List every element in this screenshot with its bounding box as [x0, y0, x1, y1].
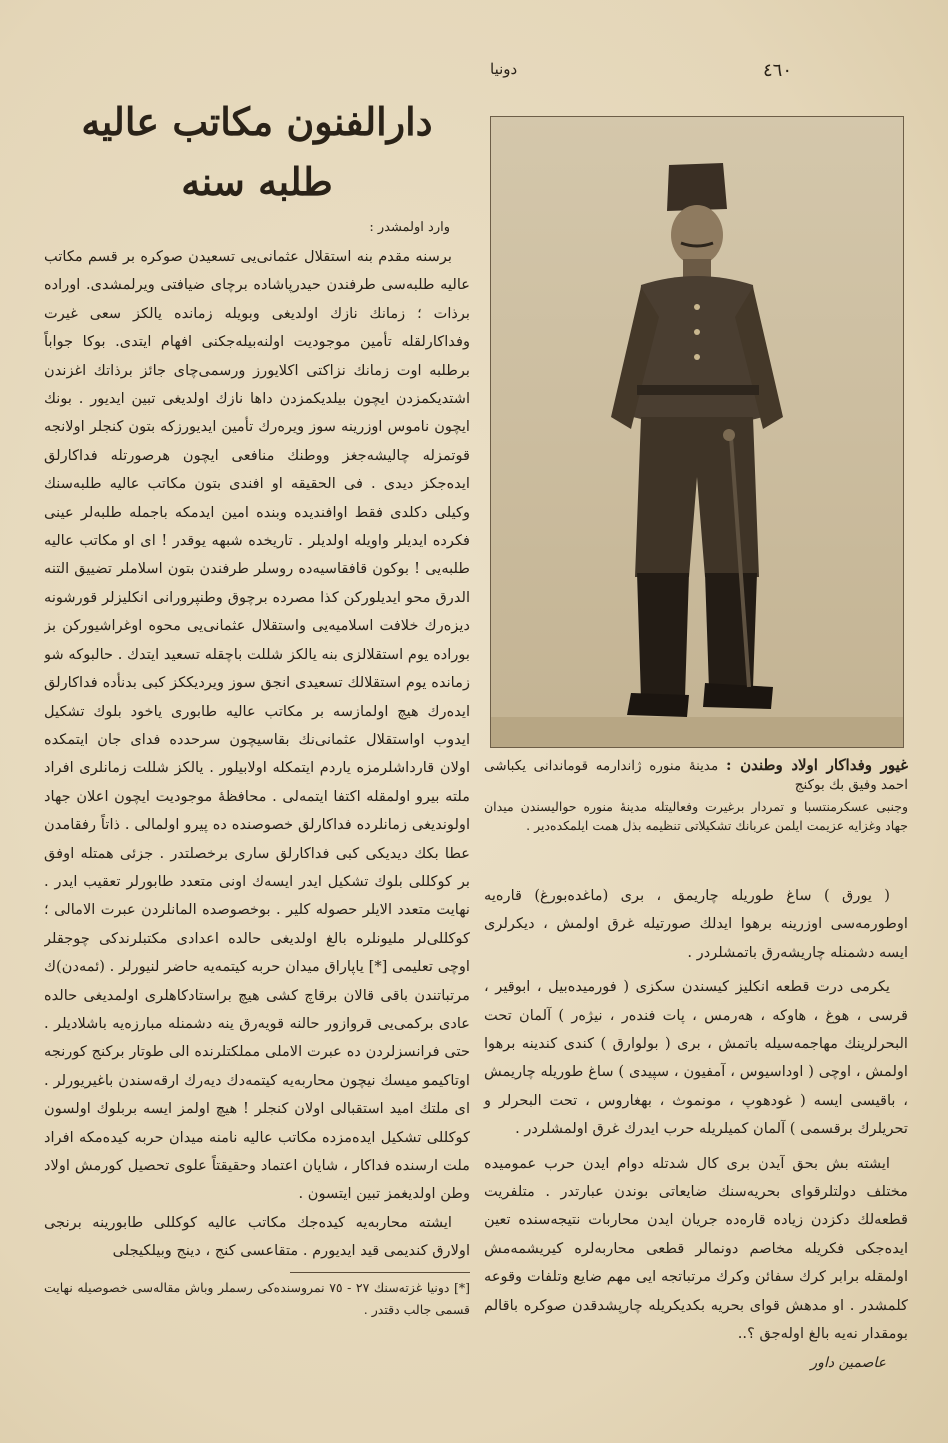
article-title: دارالفنون مکاتب عالیه طلبه سنه — [81, 99, 433, 204]
right-column — [484, 92, 908, 1371]
author-signature: عاصمین داور — [810, 1354, 886, 1371]
magazine-name: دونیا — [490, 60, 518, 78]
right-column-body — [484, 882, 908, 1371]
photo-caption — [484, 756, 908, 835]
running-header — [60, 60, 888, 84]
caption-text: وجنبی عسکرمنتسبا و تمردار برغیرت وفعالیتله مدینهٔ منوره حوالیسندن میدان جهاد وغزایه عزیمت ایلمن عربانك تشکیلاتی تنظیمه بذل همت ایلمکده‌دیر . — [484, 799, 908, 833]
article-column — [44, 92, 470, 1322]
page-number: ٤٦٠ — [762, 60, 792, 81]
article-body — [44, 243, 470, 1266]
footnote: [*] دونیا غزته‌سنك ٢٧ - ٧٥ نمروسنده‌کی رسملر وباش مقاله‌سی خصوصیله نهایت قسمی جالب دقتدر . — [44, 1279, 470, 1317]
right-paragraph: یکرمی درت قطعه انکلیز کیسندن سکزی ( فورمیده‌بیل ، ابوقیر ، قرسی ، هوغ ، هاوکه ، هه‌رمس ، پات فنده‌ر ، نیژه‌ر ) آلمان تحت البحرلرینك مهاجمه‌سیله باتمش ، بری ( بولوارق ) کندی کندینه برهوا اولمش ، اوچی ( اوداسیوس ، آمفیون ، سپیدی ) ساغ طوریله چاریمش ، باقیسی ایسه ( غودهوپ ، مونموث ، بهغاروس ، تحت البحرلر و تحریلرك برقسمی ) آلمان کمیلریله حرب ایدرك غرق اولمشلردر . — [484, 978, 908, 1138]
officer-photograph — [490, 116, 904, 748]
caption-heading-detail: مدینهٔ منوره ژاندارمه‌ قوماندانی یکباشی احمد وفیق بك بوکنج — [484, 758, 908, 793]
right-paragraph: ایشته بش بحق آیدن بری کال شدتله دوام ایدن حرب عمومیده مختلف دولتلرقوای بحریه‌سنك ضایعاتی بوندن عبارتدر . متلفریت قطعه‌لك دکزدن زیاده قاره‌ده جریان ایدن محاربات نتیجه‌سنده تعین ایده‌جکی فکریله مخاصم دونمالر قطعی محاربه‌لره کیریشمه‌مش اولمقله برابر کرك سفائن وکرك مرتباتجه ایی مهم ضایع وتلفات وقوعه کلمشدر . او مدهش قوای بحریه بکدیکریله چارپشدقدن صوکره باقالم بومقدار نه‌یه بالغ اوله‌جق ؟.. — [484, 1154, 908, 1343]
right-paragraph: ( یورق ) ساغ طوریله چاریمق ، بری (ماغده‌بورغ) قاره‌یه اوطورمه‌سی اوزرینه برهوا ایدلك صورتیله غرق اولمش ، دیکرلری ایسه دشمنله چاریشه‌رق باتمشلردر . — [484, 887, 908, 961]
officer-portrait-illustration — [491, 117, 903, 747]
article-subtitle: وارد اولمشدر : — [369, 220, 450, 235]
article-paragraph: ایشته محاربه‌یه کیده‌جك مکاتب عالیه کوکللی طابورینه برنجی اولارق کندیمی قید ایدیورم . متقاعسی کنج ، دینج وبیلکیجلی — [44, 1213, 470, 1260]
caption-heading: غیور وفداکار اولاد وطندن : — [725, 756, 908, 774]
footnote-divider — [290, 1272, 470, 1273]
caption-heading-line — [484, 756, 908, 795]
article-paragraph: برسنه مقدم بنه استقلال عثمانی‌یی تسعیدن صوکره بر قسم مکاتب عالیه طلبه‌سی طرفندن حیدرپاشاده برچای ضیافتی ویرلمشدی. اوراده برذات ؛ زمانك نازك اولدیغی وبویله زمانده یالکز سعی غیرت وفداکارلقله تأمین موجودیت اولنه‌بیله‌جکنی افهام ایتدی. بوکا جواباً برطلبه اوت زمانك نزاکتی اکلایورز ورسمی‌چای‌ جائز برذاتك اغزندن اشتدیکمزدن ایچون بیلدیکمزدن داها نازك اولدیغی تبین ایدیور . بونك ایچون ناموس اوزرینه سوز ویره‌رك تأمین ایدیورزکه بتون کنجلر اولانجه قوتمزله چالیشه‌جغز ووطنك منافعی ایچون هرصورتله فداکارلق ایده‌جکز دیدی . فی الحقیقه او افندی بتون مکاتب عالیه طلبه‌سنك وکیلی دکلدی فقط اوافندیده وبنده امین ایدمکه باجمله طلبه‌لر عینی فکرده ایدیلر واویله اولدیلر . تاریخده شبهه یوقدر ! ای او مکاتب عالیه طلبه‌یی ! بوکون قافقاسیه‌ده روسلر طرفندن بتون اسلاملر تضییق التنه الدرق محو ایدیلورکن کذا مصرده برچوق وطنپرورانی انکلیزلر قورشونه دیزه‌رك خلافت اسلامیه‌یی واستقلال عثمانی‌یی محوه اوغراشیورکن بز بوراده یوم استقلالزی بنه یالکز شللت باچقله تسعید ایتدك . حالبوکه شو زمانده یوم استقلالك تسعیدی انجق سوز ویردیککز کبی بدنأده فداکارلق ایده‌رك هیچ اولمازسه بر مکاتب عالیه طابوری یاخود بلوك تشکیل ایدوب اواستقلال عثمانی‌نك بقاسیچون سرحدده فدای جان ایتمکده اولان قارداشلرمزه یاردم ایتمکله اولابیلور . یالکز شللت زمانلری افراد ملته بیرو اولمقله اکتفا ایتمه‌لی . محافظهٔ موجودیت ایچون اعلان جهاد اولوندیغی زمانلرده فداکارلق خصوصنده ده پیرو اولمالی . ذاتاً رفقامدن عطا بکك دیدیکی کبی فداکارلق ساری برخصلتدر . جزئی همتله اوفق بر کوکللی بلوك تشکیل ایدر ایسه‌ك اونی متعدد طابورلر تعقیب ایدر . نهایت متعدد الایلر حصوله کلیر . بوخصوصده المانلردن عبرت الامالی ؛ کوکللی‌لر ملیونلره بالغ اولدیغی حالده اعدادی مکتبلرندکی چوجقلر اوچی تعلیمی [*] یاپاراق میدان حربه کیتمه‌یه حاضر لنیورلر . (ئمه‌دن)ك مرتباتندن باقی قالان برقاچ کشی هیچ براستادکاهلری اولمدیغی حالده عادی برکمی‌یی قروازور حالنه قویه‌رق ینه دشمنله مبارزه‌یه باشلادیلر . حتی فرانسزلردن ده عبرت الاملی مملکتلرنده الی طوتار برکنج کورنجه اوتاکیمو میسك نیچون محاربه‌یه کیتمه‌دك دیه‌رك ارقه‌سندن باغیریورلر . ای ملتك امید استقبالی اولان کنجلر ! هیچ اولمز ایسه بربلوك اولسون کوکللی تشکیل ایده‌مزده مکاتب عالیه نامنه میدان حربه کیده‌مکه افراد ملت ارسنده فداکار ، شایان اعتماد وحقیقتاً علوی تحصیل کورمش اولاد وطن اولدیغمز تبین ایتسون . — [44, 248, 470, 1203]
